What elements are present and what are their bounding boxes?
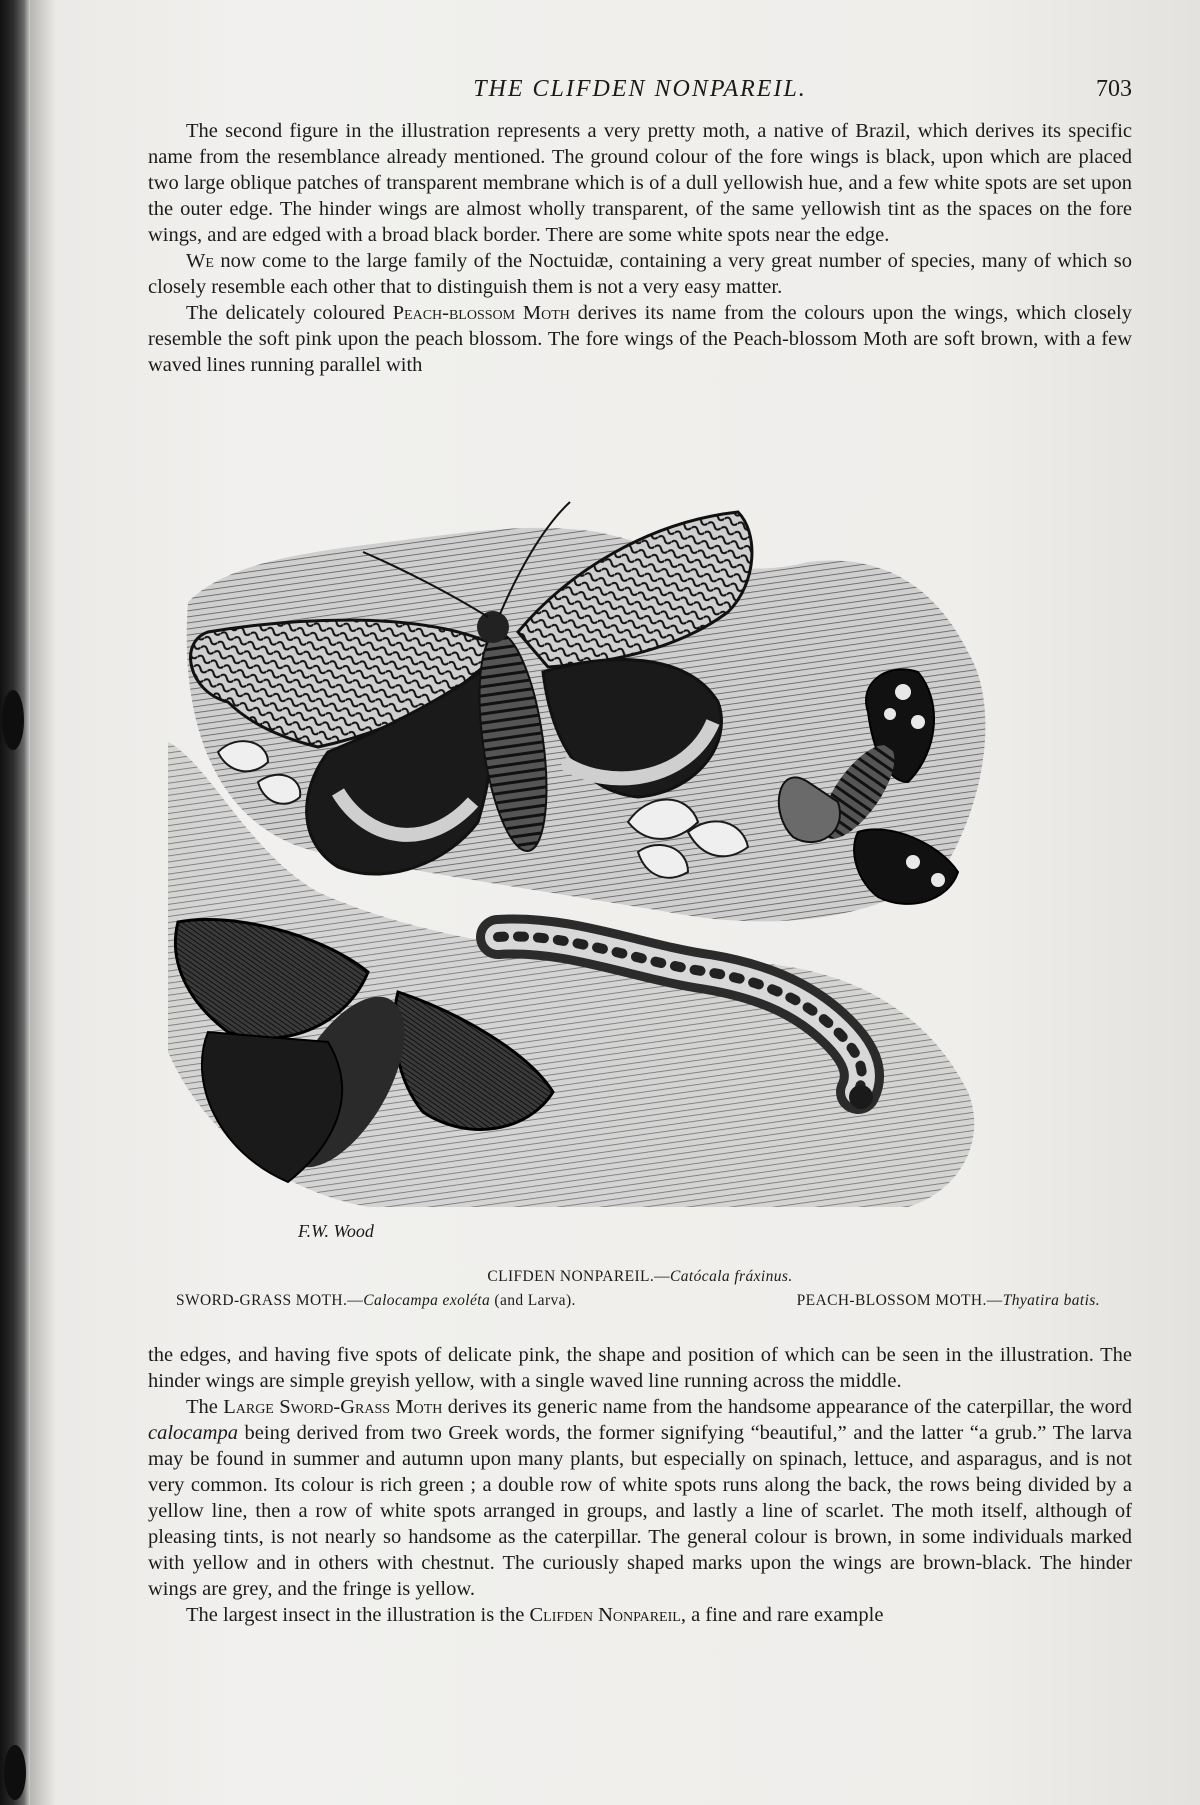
caption-clifden-nonpareil [148, 1268, 1132, 1286]
species-name: Large Sword-Grass Moth [223, 1396, 443, 1418]
paragraph-text: derives its generic name from the handsome appearance of the caterpillar, the word [442, 1396, 1132, 1418]
figure-captions [148, 1268, 1132, 1318]
page-header [148, 74, 1132, 110]
bottom-text-block [148, 1342, 1132, 1628]
paragraph [148, 1342, 1132, 1394]
paragraph-text: The [186, 1396, 224, 1418]
caption-latin-name: Thyatira batis. [1002, 1292, 1100, 1309]
running-title: THE CLIFDEN NONPAREIL. [473, 76, 807, 102]
larva-head [849, 1085, 873, 1109]
paragraph-text: , a fine and rare example [680, 1604, 884, 1626]
caption-label: CLIFDEN NONPAREIL.— [487, 1268, 671, 1285]
species-name: Peach-blossom Moth [392, 302, 570, 324]
wing-spot [931, 873, 945, 887]
wing-spot [884, 708, 896, 720]
paragraph-lead: We [186, 250, 214, 272]
caption-label: SWORD-GRASS MOTH.— [176, 1292, 364, 1309]
paragraph-text: The largest insect in the illustration is the [186, 1604, 530, 1626]
top-text-block [148, 118, 1132, 378]
species-name: Clifden Nonpareil [529, 1604, 681, 1626]
paragraph-text: The second figure in the illustration represents a very pretty moth, a native of Brazil, which derives its specific name from the resemblance already mentioned. The ground colour of the fore wings is black, upon which are placed two large oblique patches of transparent membrane which is of a dull yellowish hue, and a few white spots are set upon the outer edge. The hinder wings are almost wholly transparent, of the same yellowish tint as the spaces on the fore wings, and are edged with a broad black border. There are some white spots near the edge. [148, 120, 1132, 246]
engraver-signature: F.W. Wood [298, 1221, 374, 1241]
latin-word: calocampa [148, 1422, 238, 1444]
gutter-blot [2, 690, 24, 750]
wing-spot [911, 715, 925, 729]
book-gutter [0, 0, 30, 1805]
paragraph-text: derives its name from the colours upon the wings, which closely resemble the soft pink upon the peach blossom. The fore wings of the Peach-blossom Moth are soft brown, with a few waved lines running parallel with [148, 302, 1132, 376]
gutter-blot [4, 1745, 26, 1800]
paragraph [148, 300, 1132, 378]
paragraph [148, 1394, 1132, 1602]
paragraph [148, 248, 1132, 300]
wing-spot [906, 855, 920, 869]
paragraph-text: The delicately coloured [186, 302, 393, 324]
paragraph-text: being derived from two Greek words, the former signifying “beautiful,” and the latter “a grub.” The larva may be found in summer and autumn upon many plants, but especially on spinach, lettuce, and asparagus, and is not very common. Its colour is rich green ; a double row of white spots runs along the back, the rows being divided by a yellow line, then a row of white spots arranged in groups, and lastly a line of scarlet. The moth itself, although of pleasing tints, is not nearly so handsome as the caterpillar. The general colour is brown, in some individuals marked with yellow and in others with chestnut. The curiously shaped marks upon the wings are brown-black. The hinder wings are grey, and the fringe is yellow. [148, 1422, 1132, 1600]
caption-sword-grass-moth [176, 1292, 576, 1310]
caption-latin-name: Calocampa exoléta [363, 1292, 491, 1309]
page-number: 703 [1096, 76, 1132, 102]
paragraph-text: the edges, and having five spots of delicate pink, the shape and position of which can be seen in the illustration. The hinder wings are simple greyish yellow, with a single waved line running across the middle. [148, 1344, 1132, 1392]
moths-engraving [168, 492, 1114, 1264]
caption-suffix: (and Larva). [490, 1292, 576, 1309]
moth-head [477, 611, 509, 643]
gutter-shadow [30, 0, 56, 1805]
paragraph [148, 118, 1132, 248]
caption-label: PEACH-BLOSSOM MOTH.— [796, 1292, 1003, 1309]
engraving-illustration [168, 492, 1114, 1264]
caption-peach-blossom-moth [797, 1292, 1100, 1310]
paragraph [148, 1602, 1132, 1628]
wing-spot [895, 684, 911, 700]
paragraph-text: now come to the large family of the Noctuidæ, containing a very great number of species, many of which so closely resemble each other that to distinguish them is not a very easy matter. [148, 250, 1132, 298]
caption-latin-name: Catócala fráxinus. [670, 1268, 793, 1285]
